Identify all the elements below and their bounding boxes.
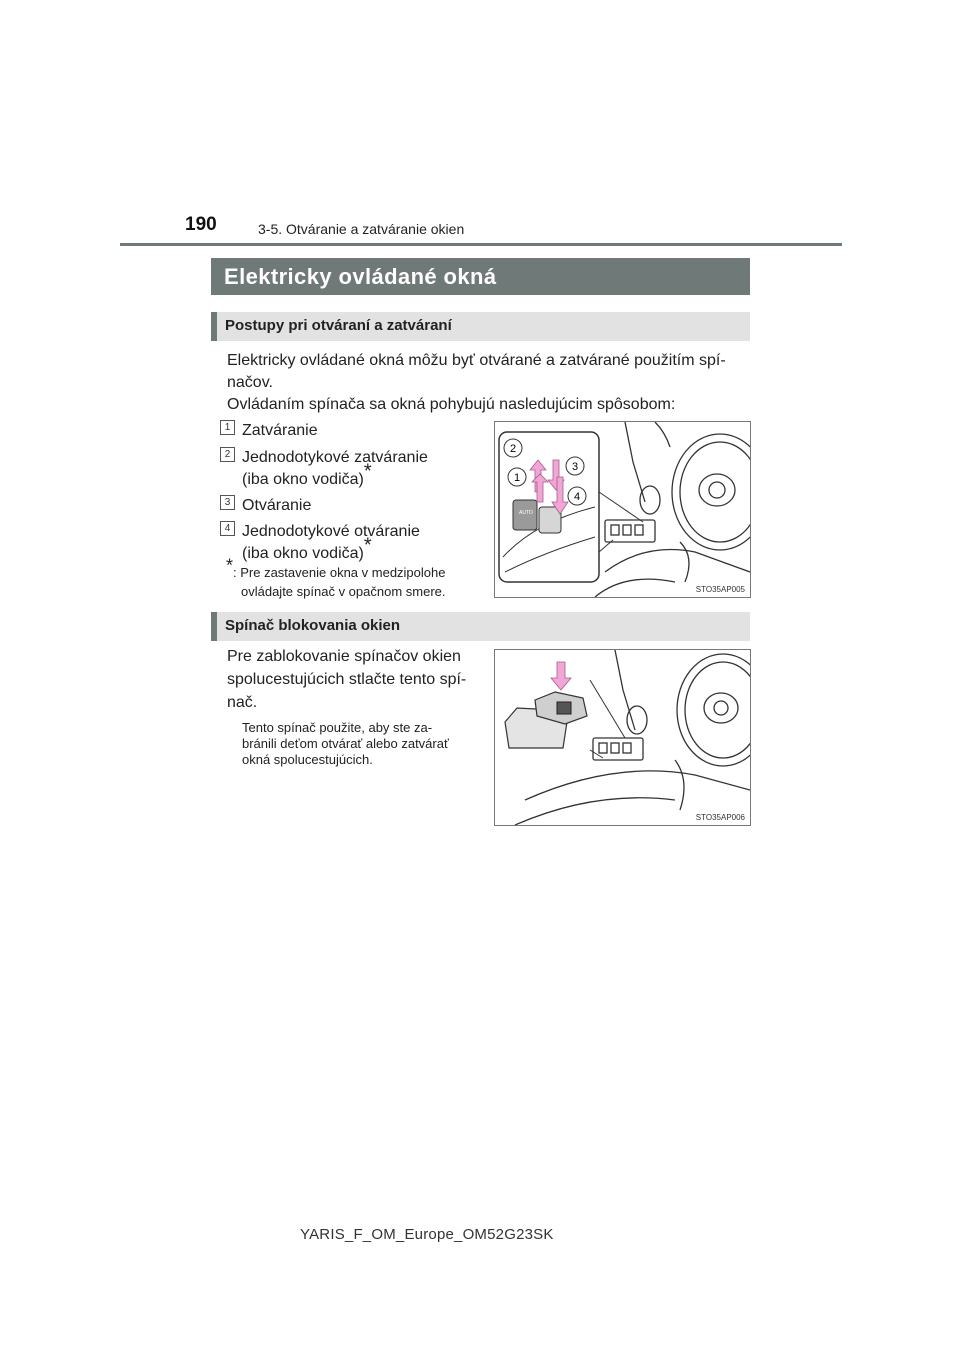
asterisk-mark: * [363, 534, 372, 557]
subsection-title: Spínač blokovania okien [225, 617, 401, 634]
intro-line-3: Ovládaním spínača sa okná pohybujú nasledujúcim spôsobom: [227, 396, 676, 413]
footnote [226, 555, 446, 581]
lock-text-line-2: spolucestujúcich stlačte tento spí- [227, 671, 467, 688]
footnote-line-1: : Pre zastavenie okna v medzipolohe [233, 565, 446, 580]
figure-code: STO35AP005 [695, 585, 745, 594]
header-rule [120, 243, 842, 246]
driver-only-text: (iba okno vodiča) [242, 545, 364, 562]
lock-text-line-3: nač. [227, 694, 258, 711]
subsection-heading-open-close [211, 312, 750, 341]
footnote-line-2: ovládajte spínač v opačnom smere. [241, 584, 446, 599]
subsection-accent [211, 312, 217, 341]
item-closing: Zatváranie [242, 422, 318, 439]
auto-label: AUTO [519, 510, 533, 516]
intro-line-2: načov. [227, 374, 273, 391]
asterisk-mark: * [226, 555, 234, 576]
intro-line-1: Elektricky ovládané okná môžu byť otvárané a zatvárané použitím spí- [227, 352, 726, 369]
subsection-title: Postupy pri otváraní a zatváraní [225, 317, 452, 334]
item-number-icon: 2 [220, 447, 235, 462]
item-number-icon: 3 [220, 495, 235, 510]
figure-code: STO35AP006 [695, 813, 745, 822]
item-one-touch-opening-note [242, 534, 372, 565]
chapter-title: 3-5. Otváranie a zatváranie okien [258, 221, 465, 237]
figure-window-switch [494, 421, 751, 598]
window-switch-illustration [495, 422, 750, 597]
callout-4: 4 [573, 491, 581, 503]
section-title: Elektricky ovládané okná [224, 264, 497, 289]
item-one-touch-closing-note [242, 460, 372, 491]
lock-switch-illustration [495, 650, 750, 825]
item-number-icon: 4 [220, 521, 235, 536]
subsection-heading-lock-switch [211, 612, 750, 641]
asterisk-mark: * [363, 460, 372, 483]
item-one-touch-closing: Jednodotykové zatváranie [242, 449, 428, 466]
item-opening: Otváranie [242, 497, 312, 514]
figure-lock-switch [494, 649, 751, 826]
item-number-icon: 1 [220, 420, 235, 435]
subsection-accent [211, 612, 217, 641]
callout-2: 2 [509, 443, 517, 455]
item-one-touch-opening: Jednodotykové otváranie [242, 523, 420, 540]
callout-3: 3 [571, 461, 579, 473]
lock-text-line-1: Pre zablokovanie spínačov okien [227, 648, 461, 665]
lock-note-line-1: Tento spínač použite, aby ste za- [242, 720, 433, 735]
callout-1: 1 [513, 472, 521, 484]
lock-note-line-3: okná spolucestujúcich. [242, 752, 373, 767]
footer-document-id: YARIS_F_OM_Europe_OM52G23SK [300, 1226, 554, 1243]
driver-only-text: (iba okno vodiča) [242, 471, 364, 488]
lock-note-line-2: bránili deťom otvárať alebo zatvárať [242, 736, 449, 751]
page-number: 190 [185, 214, 217, 235]
